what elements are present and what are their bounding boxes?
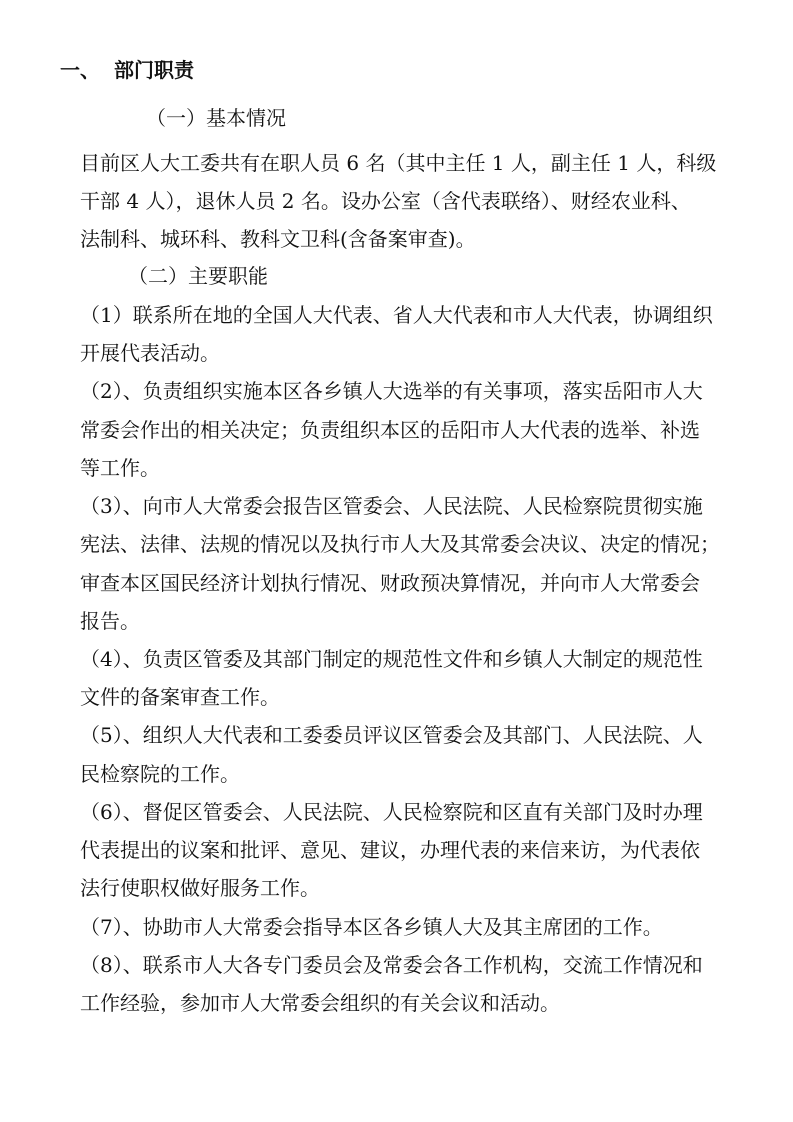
paragraph-line: （1）联系所在地的全国人大代表、省人大代表和市人大代表，协调组织 [80, 303, 713, 327]
paragraph-line: （2）、负责组织实施本区各乡镇人大选举的有关事项，落实岳阳市人大 [80, 379, 703, 403]
paragraph-line: 法行使职权做好服务工作。 [80, 876, 320, 900]
paragraph-line: 宪法、法律、法规的情况以及执行市人大及其常委会决议、决定的情况； [80, 532, 720, 556]
paragraph-line: （8）、联系市人大各专门委员会及常委会各工作机构，交流工作情况和 [80, 953, 703, 977]
heading-title: 部门职责 [114, 58, 194, 82]
paragraph-line: 干部 4 人），退休人员 2 名。设办公室（含代表联络）、财经农业科、 [80, 189, 691, 213]
paragraph-line: 文件的备案审查工作。 [80, 685, 280, 709]
paragraph-line: （4）、负责区管委及其部门制定的规范性文件和乡镇人大制定的规范性 [80, 647, 703, 671]
paragraph-line: 开展代表活动。 [80, 341, 220, 365]
paragraph-line: 法制科、城环科、教科文卫科(含备案审查)。 [80, 227, 476, 251]
heading-number: 一、 [60, 58, 100, 82]
paragraph-line: 审查本区国民经济计划执行情况、财政预决算情况，并向市人大常委会 [80, 571, 700, 595]
paragraph-line: （5）、组织人大代表和工委委员评议区管委会及其部门、人民法院、人 [80, 723, 703, 747]
paragraph-line: 民检察院的工作。 [80, 762, 240, 786]
paragraph-line: 常委会作出的相关决定；负责组织本区的岳阳市人大代表的选举、补选 [80, 418, 700, 442]
paragraph-line: 代表提出的议案和批评、意见、建议，办理代表的来信来访，为代表依 [80, 838, 700, 862]
paragraph-line: （3）、向市人大常委会报告区管委会、人民法院、人民检察院贯彻实施 [80, 494, 703, 518]
paragraph-line: 工作经验，参加市人大常委会组织的有关会议和活动。 [80, 991, 560, 1015]
paragraph-line: 等工作。 [80, 456, 160, 480]
subsection-title-basic: （一）基本情况 [146, 106, 286, 130]
section-heading [60, 56, 194, 84]
paragraph-line: （6）、督促区管委会、人民法院、人民检察院和区直有关部门及时办理 [80, 800, 703, 824]
subsection-title-functions: （二）主要职能 [128, 264, 268, 288]
paragraph-line: 报告。 [80, 609, 140, 633]
paragraph-line: 目前区人大工委共有在职人员 6 名（其中主任 1 人，副主任 1 人，科级 [80, 151, 717, 175]
paragraph-line: （7）、协助市人大常委会指导本区各乡镇人大及其主席团的工作。 [80, 915, 663, 939]
